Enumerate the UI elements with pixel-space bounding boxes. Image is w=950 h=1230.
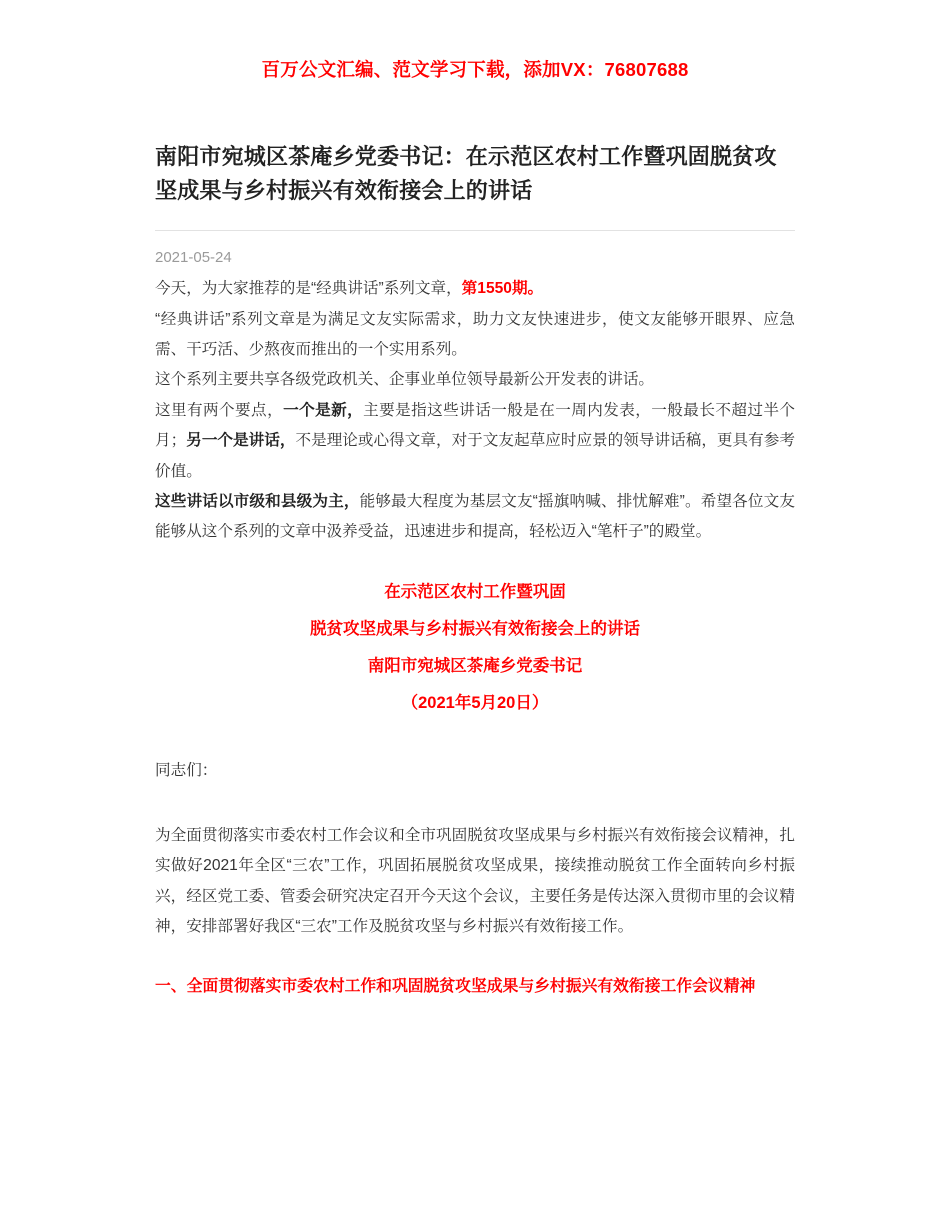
text-segment: 这个系列主要共享各级党政机关、企事业单位领导最新公开发表的讲话。 <box>155 371 655 389</box>
speech-header-line: 在示范区农村工作暨巩固 <box>384 582 566 601</box>
intro-paragraph <box>155 274 795 304</box>
text-segment: 今天，为大家推荐的是“经典讲话”系列文章， <box>155 280 462 298</box>
speech-header-block <box>155 574 795 723</box>
speech-header-line: （2021年5月20日） <box>401 694 549 713</box>
speech-header-line: 脱贫攻坚成果与乡村振兴有效衔接会上的讲话 <box>310 619 640 638</box>
text-segment: 另一个是讲话， <box>186 432 296 450</box>
speech-header-line: 南阳市宛城区茶庵乡党委书记 <box>367 657 583 676</box>
text-segment: 不是理论或心得文章，对于文友起草应时应景的领导讲话稿，更具有参考价值。 <box>155 432 795 480</box>
intro-paragraph <box>155 305 795 366</box>
intro-paragraph <box>155 487 795 548</box>
section-heading: 一、全面贯彻落实市委农村工作和巩固脱贫攻坚成果与乡村振兴有效衔接工作会议精神 <box>155 978 756 996</box>
body-block <box>155 821 795 943</box>
intro-paragraph <box>155 365 795 395</box>
text-segment: 主要是指这些讲话一般是在一周内发表，一般最长不超过半个月； <box>155 401 795 450</box>
text-segment: 一个是新， <box>283 401 364 419</box>
salutation: 同志们： <box>155 762 218 780</box>
publish-date: 2021-05-24 <box>155 249 232 267</box>
text-segment: 能够最大程度为基层文友“摇旗呐喊、排忧解难”。希望各位文友能够从这个系列的文章中汲养受益，迅速进步和提高，轻松迈入“笔杆子”的殿堂。 <box>155 493 795 541</box>
spacer <box>155 548 795 574</box>
page-title: 南阳市宛城区茶庵乡党委书记：在示范区农村工作暨巩固脱贫攻坚成果与乡村振兴有效衔接会上的讲话 <box>155 140 795 231</box>
intro-paragraph <box>155 396 795 487</box>
text-segment: 这里有两个要点， <box>155 401 284 419</box>
spacer <box>155 722 795 756</box>
document-content <box>155 82 795 1003</box>
text-segment: 这些讲话以市级和县级为主， <box>155 493 360 511</box>
intro-block <box>155 274 795 548</box>
text-segment: “经典讲话”系列文章是为满足文友实际需求，助力文友快速进步，使文友能够开眼界、应急需、干巧活、少熬夜而推出的一个实用系列。 <box>155 310 795 358</box>
promo-banner: 百万公文汇编、范文学习下载，添加VX：76807688 <box>261 59 689 80</box>
spacer <box>155 787 795 821</box>
text-segment: 第1550期。 <box>461 280 544 298</box>
body-paragraph: 为全面贯彻落实市委农村工作会议和全市巩固脱贫攻坚成果与乡村振兴有效衔接会议精神，扎实做好2021年全区“三农”工作，巩固拓展脱贫攻坚成果，接续推动脱贫工作全面转向乡村振兴，经区党工委、管委会研究决定召开今天这个会议，主要任务是传达深入贯彻市里的会议精神，安排部署好我区“三农”工作及脱贫攻坚与乡村振兴有效衔接工作。 <box>155 826 795 935</box>
